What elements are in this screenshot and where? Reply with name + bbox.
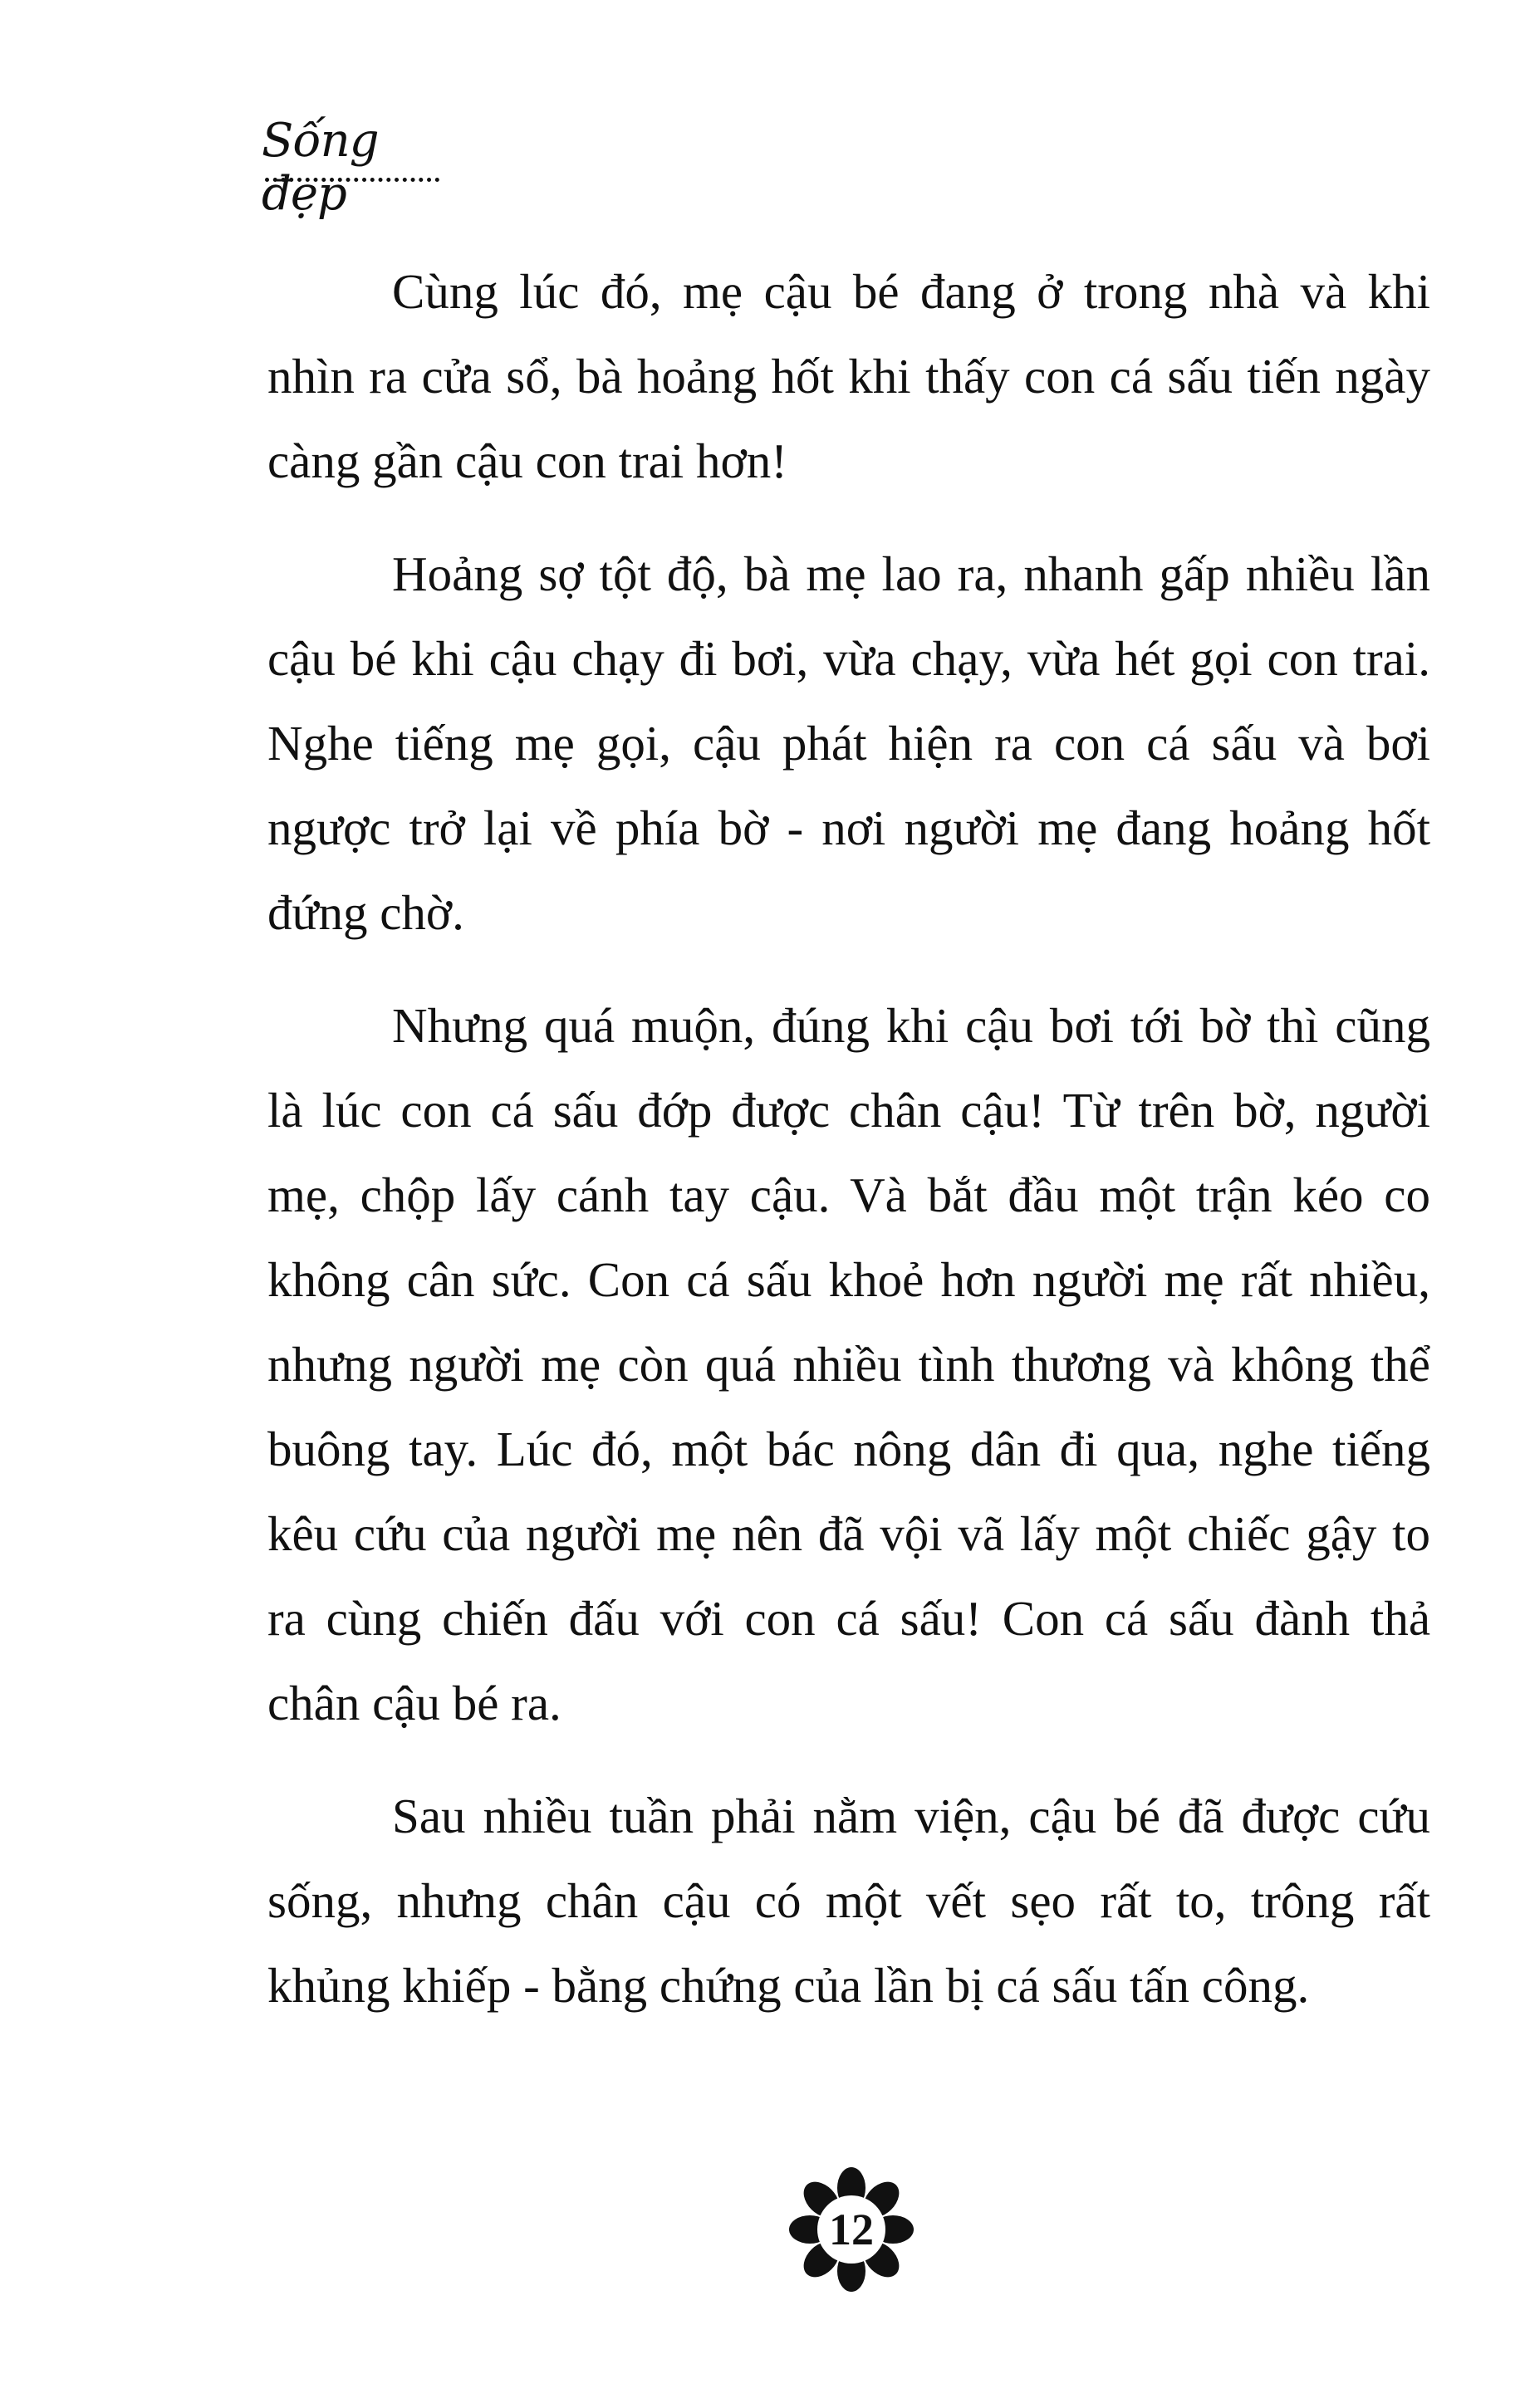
page-number: 12 [829,2205,874,2254]
paragraph-3: Nhưng quá muộn, đúng khi cậu bơi tới bờ thì cũng là lúc con cá sấu đớp được chân cậu! Từ trên bờ, người mẹ, chộp lấy cánh tay cậu. Và bắt đầu một trận kéo co không cân sức. Con cá sấu khoẻ hơn người mẹ rất nhiều, nhưng người mẹ còn quá nhiều tình thương và không thể buông tay. Lúc đó, một bác nông dân đi qua, nghe tiếng kêu cứu của người mẹ nên đã vội vã lấy một chiếc gậy to ra cùng chiến đấu với con cá sấu! Con cá sấu đành thả chân cậu bé ra. [267,998,1430,1730]
page-footer [789,2167,914,2292]
header-dotted-underline [265,178,439,182]
paragraph-2: Hoảng sợ tột độ, bà mẹ lao ra, nhanh gấp nhiều lần cậu bé khi cậu chạy đi bơi, vừa chạy, vừa hét gọi con trai. Nghe tiếng mẹ gọi, cậu phát hiện ra con cá sấu và bơi ngược trở lại về phía bờ - nơi người mẹ đang hoảng hốt đứng chờ. [267,546,1430,940]
page-body [267,249,1430,2056]
paragraph-1: Cùng lúc đó, mẹ cậu bé đang ở trong nhà và khi nhìn ra cửa sổ, bà hoảng hốt khi thấy con cá sấu tiến ngày càng gần cậu con trai hơn! [267,264,1430,488]
running-header [262,114,453,221]
paragraph-4: Sau nhiều tuần phải nằm viện, cậu bé đã được cứu sống, nhưng chân cậu có một vết sẹo rất to, trông rất khủng khiếp - bằng chứng của lần bị cá sấu tấn công. [267,1789,1430,2013]
header-title: Sống đẹp [262,114,379,221]
